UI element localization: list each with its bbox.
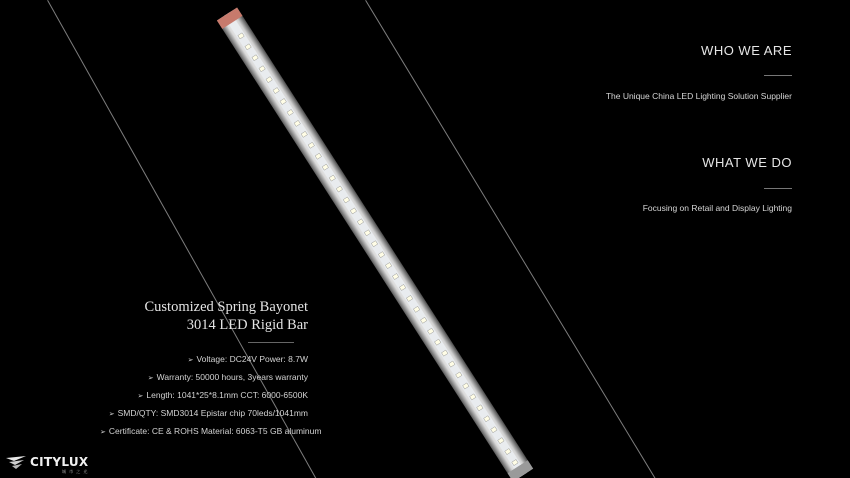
product-info (100, 298, 322, 441)
who-we-are-text: The Unique China LED Lighting Solution Supplier (605, 91, 792, 101)
spec-text: Certificate: CE & ROHS Material: 6063-T5 GB aluminum (108, 426, 322, 436)
spec-text: Length: 1041*25*8.1mm CCT: 6000-6500K (146, 390, 308, 400)
logo-name: CITYLUX (30, 455, 89, 469)
spec-warranty (100, 369, 308, 387)
arrow-icon: ➢ (147, 375, 154, 382)
who-we-are-heading: WHO WE ARE (701, 43, 792, 58)
logo-tagline: 城 市 之 光 (62, 469, 89, 474)
what-we-do-text: Focusing on Retail and Display Lighting (642, 203, 792, 213)
spec-smd (100, 405, 308, 423)
spec-text: Voltage: DC24V Power: 8.7W (196, 354, 308, 364)
what-we-do-divider (764, 188, 792, 189)
product-title-line2: 3014 LED Rigid Bar (186, 317, 308, 333)
product-title-line1: Customized Spring Bayonet (144, 299, 308, 315)
who-we-are-section (606, 43, 792, 101)
wing-icon (6, 456, 28, 470)
what-we-do-section (643, 155, 792, 213)
product-divider (248, 342, 294, 343)
spec-voltage (100, 351, 308, 369)
arrow-icon: ➢ (137, 393, 144, 400)
arrow-icon: ➢ (100, 429, 106, 436)
spec-certificate (100, 423, 322, 441)
who-we-are-divider (764, 75, 792, 76)
arrow-icon: ➢ (187, 357, 194, 364)
what-we-do-heading: WHAT WE DO (702, 155, 792, 170)
spec-text: Warranty: 50000 hours, 3years warranty (156, 372, 308, 382)
arrow-icon: ➢ (108, 411, 115, 418)
spec-length (100, 387, 308, 405)
spec-text: SMD/QTY: SMD3014 Epistar chip 70leds/1041mm (117, 408, 308, 418)
